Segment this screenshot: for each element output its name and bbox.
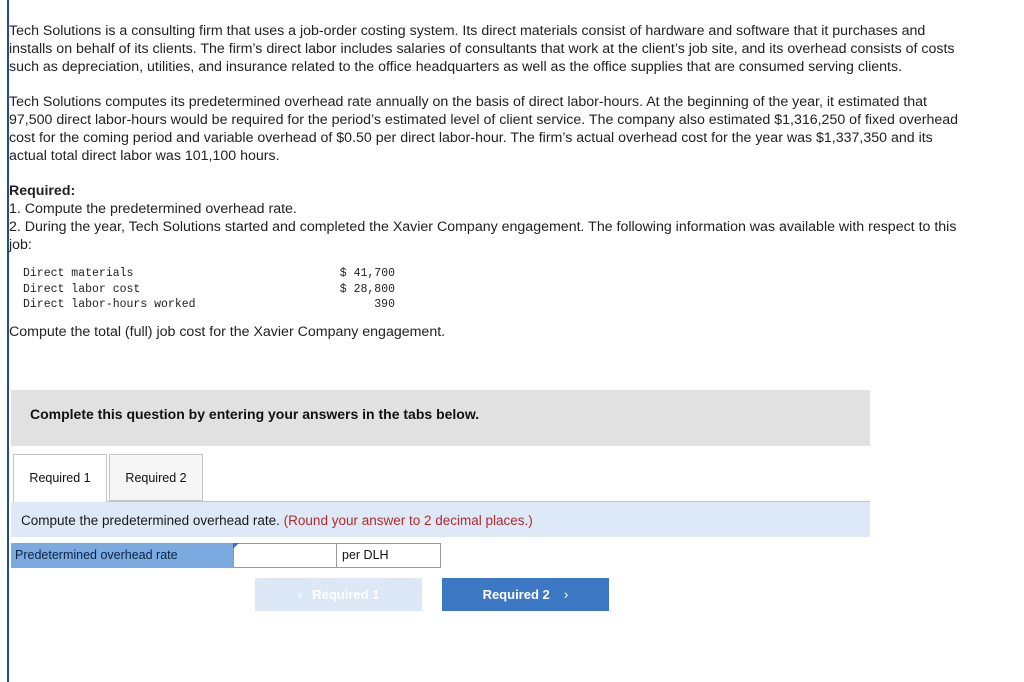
table-row <box>23 297 395 313</box>
tab-required-2[interactable]: Required 2 <box>109 454 203 501</box>
answer-label: Predetermined overhead rate <box>11 543 233 568</box>
input-marker-icon <box>233 543 239 549</box>
job-row-value: $ 41,700 <box>339 267 395 280</box>
question-prompt: Compute the predetermined overhead rate. <box>21 513 280 528</box>
question-band <box>11 502 870 537</box>
chevron-left-icon: ‹ <box>297 586 303 602</box>
next-button-label: Required 2 <box>482 587 550 602</box>
next-button[interactable] <box>442 578 609 611</box>
table-row <box>23 266 395 282</box>
problem-paragraph-2: Tech Solutions computes its predetermined overhead rate annually on the basis of direct labor-hours. At the beginning of the year, it estimated that 97,500 direct labor-hours would be required for the period’s estimated level of client service. The company also estimated $1,316,250 of fixed overhead cost for the coming period and variable overhead of $0.50 per direct labor-hour. The firm’s actual overhead cost for the year was $1,337,350 and its actual total direct labor was 101,100 hours. <box>9 94 959 164</box>
job-row-label: Direct materials <box>23 267 134 280</box>
table-row <box>23 282 395 298</box>
instructions-text: Complete this question by entering your answers in the tabs below. <box>30 406 480 422</box>
question-text <box>21 513 533 528</box>
chevron-right-icon: › <box>563 586 569 602</box>
job-data-table <box>23 266 395 313</box>
compute-instruction: Compute the total (full) job cost for the Xavier Company engagement. <box>9 323 446 340</box>
job-row-value: 390 <box>374 298 395 311</box>
required-item-1: 1. Compute the predetermined overhead rate. <box>9 201 297 217</box>
previous-button[interactable] <box>255 578 422 611</box>
required-heading: Required: <box>9 183 76 199</box>
job-row-label: Direct labor-hours worked <box>23 298 196 311</box>
required-item-2: 2. During the year, Tech Solutions started and completed the Xavier Company engagement. The following information was available with respect to this job: <box>9 219 957 253</box>
job-row-label: Direct labor cost <box>23 282 141 296</box>
answer-unit: per DLH <box>337 543 441 568</box>
job-row-value: $ 28,800 <box>339 282 395 296</box>
question-hint: (Round your answer to 2 decimal places.) <box>283 513 533 528</box>
predetermined-overhead-rate-input[interactable] <box>233 543 337 568</box>
problem-statement <box>9 22 959 341</box>
problem-paragraph-1: Tech Solutions is a consulting firm that uses a job-order costing system. Its direct materials consist of hardware and software that it purchases and installs on behalf of its clients. The firm’s direct labor includes salaries of consultants that work at the client’s job site, and its overhead consists of costs such as depreciation, utilities, and insurance related to the office headquarters as well as the office supplies that are consumed serving clients. <box>9 23 955 75</box>
instructions-box <box>11 390 870 446</box>
previous-button-label: Required 1 <box>312 587 380 602</box>
tab-required-1[interactable]: Required 1 <box>13 454 107 502</box>
